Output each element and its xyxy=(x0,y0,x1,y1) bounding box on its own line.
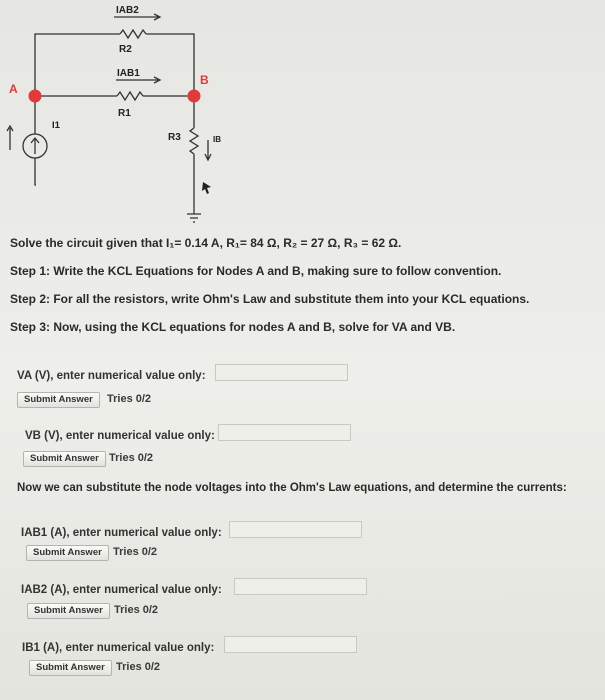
iab2-input[interactable] xyxy=(234,578,367,595)
label-r3: R3 xyxy=(168,132,181,143)
ib1-input[interactable] xyxy=(224,636,357,653)
question-ib1-prompt: IB1 (A), enter numerical value only: xyxy=(22,642,215,654)
iab2-submit-button[interactable]: Submit Answer xyxy=(27,603,110,619)
wire-r2-branch xyxy=(35,34,120,96)
cursor-icon xyxy=(202,182,211,194)
current-source-arrow xyxy=(31,138,39,154)
va-input[interactable] xyxy=(215,364,348,381)
iab2-tries: Tries 0/2 xyxy=(114,604,159,616)
node-b-dot xyxy=(188,90,201,103)
step-2: Step 2: For all the resistors, write Ohm's Law and substitute them into your KCL equations. xyxy=(10,292,530,306)
question-vb-prompt: VB (V), enter numerical value only: xyxy=(25,430,215,442)
wire-r2-right xyxy=(146,34,194,94)
iab1-input[interactable] xyxy=(229,521,362,538)
label-r2: R2 xyxy=(119,44,132,55)
step-1: Step 1: Write the KCL Equations for Nodes A and B, making sure to follow convention. xyxy=(10,264,502,278)
transition-text: Now we can substitute the node voltages into the Ohm's Law equations, and determine the currents: xyxy=(17,482,567,494)
problem-statement: Solve the circuit given that I₁= 0.14 A, R₁= 84 Ω, R₂ = 27 Ω, R₃ = 62 Ω. xyxy=(10,236,402,250)
question-iab1-prompt: IAB1 (A), enter numerical value only: xyxy=(21,527,222,539)
ib1-submit-button[interactable]: Submit Answer xyxy=(29,660,112,676)
question-va-prompt: VA (V), enter numerical value only: xyxy=(17,370,206,382)
label-ib: IB xyxy=(213,135,221,144)
i1-arrow xyxy=(7,126,13,150)
label-r1: R1 xyxy=(118,108,131,119)
ground-symbol xyxy=(187,214,201,222)
vb-input[interactable] xyxy=(218,424,351,441)
label-iab1: IAB1 xyxy=(117,68,140,79)
label-iab2: IAB2 xyxy=(116,5,139,16)
step-3: Step 3: Now, using the KCL equations for nodes A and B, solve for VA and VB. xyxy=(10,320,456,334)
ib1-tries: Tries 0/2 xyxy=(116,661,161,673)
resistor-r3 xyxy=(190,128,198,154)
node-a-dot xyxy=(29,90,42,103)
ib-arrow-icon xyxy=(205,140,211,160)
resistor-r2 xyxy=(120,30,146,38)
question-iab2-prompt: IAB2 (A), enter numerical value only: xyxy=(21,584,222,596)
label-node-b: B xyxy=(200,73,209,87)
resistor-r1 xyxy=(117,92,143,100)
iab1-tries: Tries 0/2 xyxy=(113,546,158,558)
vb-submit-button[interactable]: Submit Answer xyxy=(23,451,106,467)
label-i1: I1 xyxy=(52,120,60,131)
circuit-diagram xyxy=(0,0,605,235)
label-node-a: A xyxy=(9,82,18,96)
vb-tries: Tries 0/2 xyxy=(109,452,154,464)
va-tries: Tries 0/2 xyxy=(107,393,152,405)
iab1-submit-button[interactable]: Submit Answer xyxy=(26,545,109,561)
va-submit-button[interactable]: Submit Answer xyxy=(17,392,100,408)
